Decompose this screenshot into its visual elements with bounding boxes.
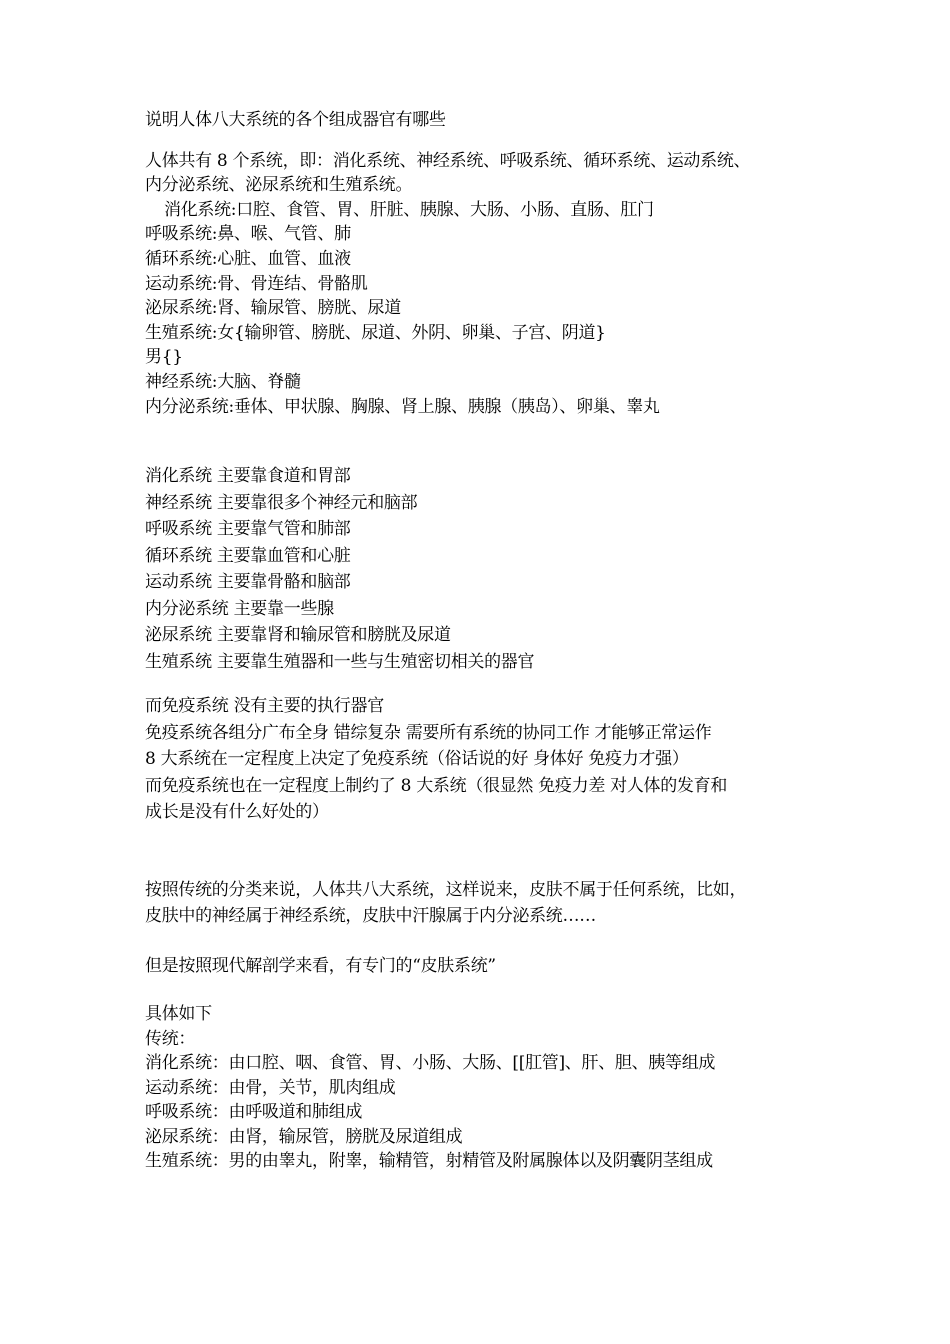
main-parts-line: 消化系统 主要靠食道和胃部 [145, 466, 351, 487]
organs-line: 运动系统:骨、骨连结、骨骼肌 [145, 273, 368, 294]
details-line: 消化系统：由口腔、咽、食管、胃、小肠、大肠、[[肛管]、肝、胆、胰等组成 [145, 1053, 716, 1074]
immune-line: 而免疫系统 没有主要的执行器官 [145, 696, 384, 717]
organs-line: 泌尿系统:肾、输尿管、膀胱、尿道 [145, 298, 401, 319]
details-line: 具体如下 [145, 1004, 212, 1025]
main-parts-line: 呼吸系统 主要靠气管和肺部 [145, 519, 351, 540]
intro-line: 内分泌系统、泌尿系统和生殖系统。 [145, 175, 413, 196]
intro-paragraph [145, 149, 825, 198]
page-title: 说明人体八大系统的各个组成器官有哪些 [145, 110, 446, 130]
organs-line: 循环系统:心脏、血管、血液 [145, 248, 351, 269]
details-line: 生殖系统：男的由睾丸，附睾，输精管，射精管及附属腺体以及阴囊阴茎组成 [145, 1151, 713, 1172]
organs-line: 消化系统:口腔、食管、胃、肝脏、胰腺、大肠、小肠、直肠、肛门 [164, 199, 654, 220]
immune-paragraph [145, 693, 825, 826]
main-parts-line: 循环系统 主要靠血管和心脏 [145, 545, 351, 566]
immune-line: 而免疫系统也在一定程度上制约了 8 大系统（很显然 免疫力差 对人体的发育和 [145, 775, 728, 796]
immune-line: 8 大系统在一定程度上决定了免疫系统（俗话说的好 身体好 免疫力才强） [145, 749, 689, 770]
main-parts-line: 内分泌系统 主要靠一些腺 [145, 598, 334, 619]
main-parts-line: 运动系统 主要靠骨骼和脑部 [145, 572, 351, 593]
organs-line: 神经系统:大脑、脊髓 [145, 371, 301, 392]
skin-paragraph [145, 877, 825, 930]
main-parts-list [145, 463, 825, 675]
skin-line: 按照传统的分类来说，人体共八大系统，这样说来，皮肤不属于任何系统，比如， [145, 879, 747, 900]
details-line: 传统： [145, 1028, 196, 1049]
immune-line: 成长是没有什么好处的） [145, 802, 329, 823]
modern-paragraph [145, 954, 825, 979]
details-line: 运动系统：由骨，关节，肌肉组成 [145, 1077, 396, 1098]
details-list [145, 1002, 825, 1174]
organs-line: 呼吸系统:鼻、喉、气管、肺 [145, 224, 351, 245]
main-parts-line: 生殖系统 主要靠生殖器和一些与生殖密切相关的器官 [145, 651, 535, 672]
organs-list [145, 198, 825, 419]
details-line: 呼吸系统：由呼吸道和肺组成 [145, 1102, 363, 1123]
main-parts-line: 神经系统 主要靠很多个神经元和脑部 [145, 492, 418, 513]
document-page [145, 108, 825, 1174]
organs-line: 内分泌系统:垂体、甲状腺、胸腺、肾上腺、胰腺（胰岛）、卵巢、睾丸 [145, 396, 660, 417]
organs-line: 生殖系统:女{输卵管、膀胱、尿道、外阴、卵巢、子宫、阴道} [145, 322, 606, 343]
organs-line: 男{} [145, 347, 183, 368]
modern-line: 但是按照现代解剖学来看，有专门的“皮肤系统” [145, 955, 496, 976]
immune-line: 免疫系统各组分广布全身 错综复杂 需要所有系统的协同工作 才能够正常运作 [145, 722, 712, 743]
skin-line: 皮肤中的神经属于神经系统，皮肤中汗腺属于内分泌系统…… [145, 906, 596, 927]
intro-line: 人体共有 8 个系统，即：消化系统、神经系统、呼吸系统、循环系统、运动系统、 [145, 150, 751, 171]
main-parts-line: 泌尿系统 主要靠肾和输尿管和膀胱及尿道 [145, 625, 451, 646]
details-line: 泌尿系统：由肾，输尿管，膀胱及尿道组成 [145, 1126, 463, 1147]
